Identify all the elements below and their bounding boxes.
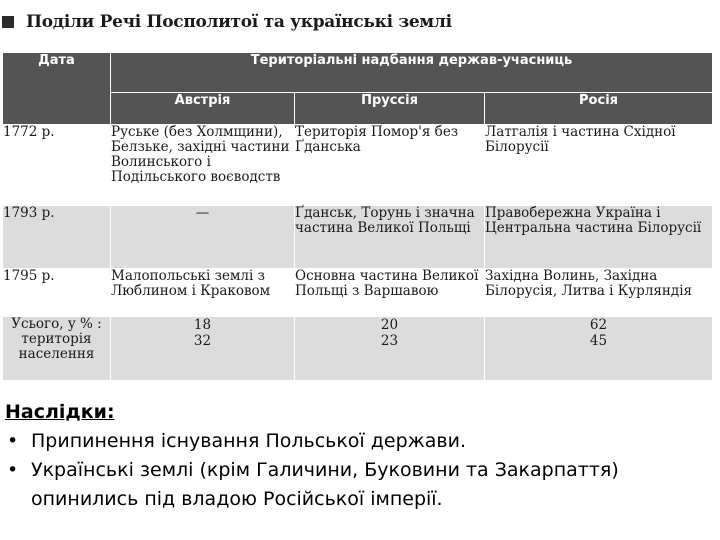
total-label-population: населення	[18, 346, 95, 362]
date-cell: 1795 р.	[3, 269, 111, 317]
list-item	[5, 427, 717, 456]
prussia-territory-value: 20	[380, 317, 399, 333]
prussia-cell: Ґданськ, Торунь і значна частина Великої Польщі	[295, 206, 485, 269]
partitions-table	[2, 52, 713, 381]
russia-population-value: 45	[589, 333, 608, 349]
header-russia: Росія	[485, 93, 713, 125]
austria-cell: —	[111, 206, 295, 269]
consequences-title: Наслідки:	[5, 401, 115, 423]
russia-cell: Латгалія і частина Східної Білорусії	[485, 125, 713, 206]
title-text: Поділи Речі Посполитої та українські землі	[26, 12, 452, 32]
table-row-1793	[3, 206, 713, 269]
total-label-territory: територія	[21, 331, 92, 347]
prussia-cell: Основна частина Великої Польщі з Варшавою	[295, 269, 485, 317]
document-title	[2, 8, 452, 36]
table-row-total	[3, 317, 713, 381]
table-row-1795	[3, 269, 713, 317]
header-territorial-gains: Територіальні надбання держав-учасниць	[111, 53, 713, 93]
austria-cell: Малопольські землі з Люблином і Краковом	[111, 269, 295, 317]
austria-total-cell	[111, 317, 295, 381]
date-cell: 1772 р.	[3, 125, 111, 206]
date-cell: 1793 р.	[3, 206, 111, 269]
austria-population-value: 32	[193, 333, 212, 349]
consequence-text: Припинення існування Польської держави.	[31, 430, 466, 452]
prussia-total-cell	[295, 317, 485, 381]
prussia-population-value: 23	[380, 333, 399, 349]
russia-territory-value: 62	[589, 317, 608, 333]
austria-territory-value: 18	[193, 317, 212, 333]
total-label-line1: Усього, у % :	[11, 316, 102, 332]
austria-cell: Руське (без Холмщини), Белзьке, західні частини Волинського і Подільського воєводств	[111, 125, 295, 206]
header-date: Дата	[3, 53, 111, 125]
prussia-cell: Територія Помор'я без Ґданська	[295, 125, 485, 206]
header-prussia: Пруссія	[295, 93, 485, 125]
russia-total-cell	[485, 317, 713, 381]
list-item	[5, 456, 717, 514]
header-austria: Австрія	[111, 93, 295, 125]
consequences-section	[5, 398, 717, 514]
bullet-icon: •	[7, 459, 19, 481]
russia-cell: Західна Волинь, Західна Білорусія, Литва і Курляндія	[485, 269, 713, 317]
russia-cell: Правобережна Україна і Центральна частина Білорусії	[485, 206, 713, 269]
title-square-icon	[2, 16, 14, 28]
total-label-cell	[3, 317, 111, 381]
table-row-1772	[3, 125, 713, 206]
bullet-icon: •	[7, 430, 19, 452]
consequence-text: Українські землі (крім Галичини, Буковини та Закарпаття) опинились під владою Російської імперії.	[31, 459, 619, 510]
